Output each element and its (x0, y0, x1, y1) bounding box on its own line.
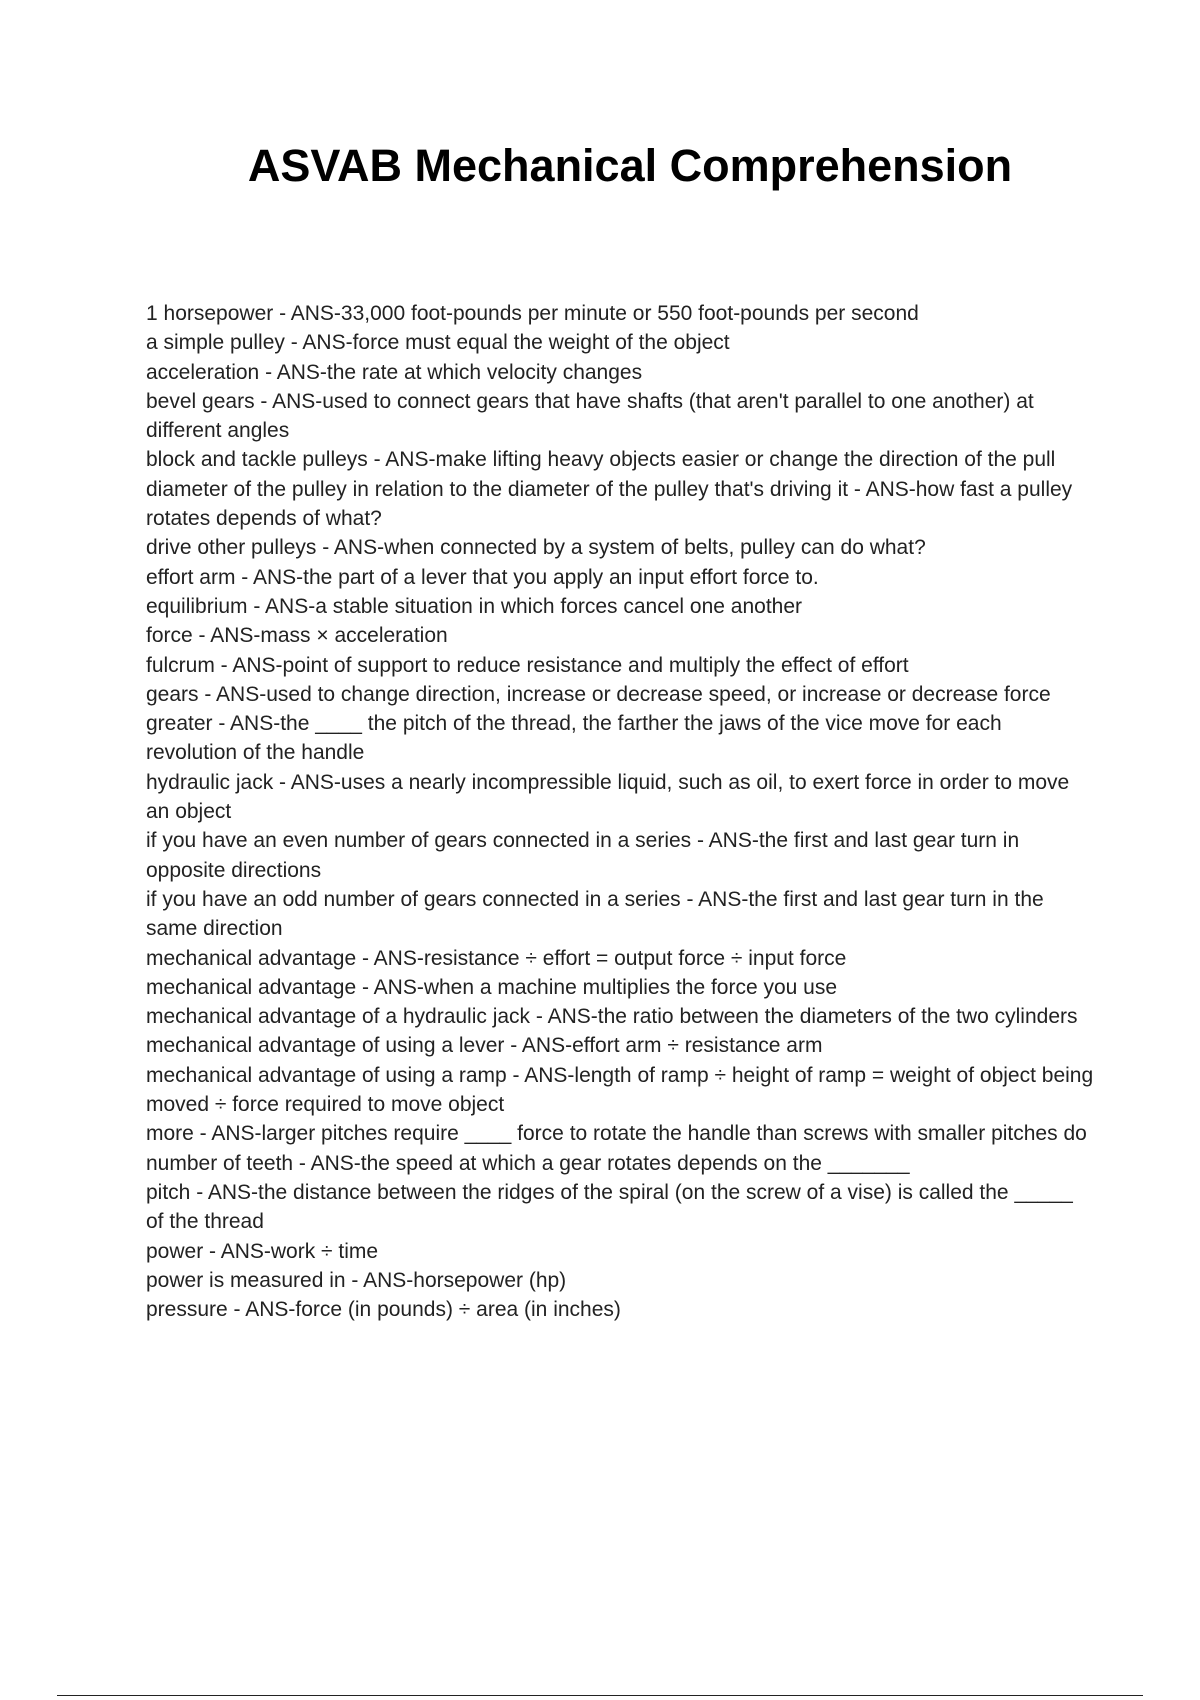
list-item: power is measured in - ANS-horsepower (hp) (146, 1268, 567, 1292)
list-item: number of teeth - ANS-the speed at which a gear rotates depends on the _______ (146, 1151, 910, 1175)
list-item: acceleration - ANS-the rate at which velocity changes (146, 360, 643, 384)
list-item: mechanical advantage of a hydraulic jack - ANS-the ratio between the diameters of the two cylinders (146, 1005, 1078, 1029)
footer-divider (57, 1695, 1143, 1696)
list-item: effort arm - ANS-the part of a lever that you apply an input effort force to. (146, 565, 819, 589)
list-item: mechanical advantage - ANS-when a machine multiplies the force you use (146, 975, 838, 999)
list-item: bevel gears - ANS-used to connect gears that have shafts (that aren't parallel to one another) at different angles (146, 389, 1034, 443)
list-item: mechanical advantage of using a ramp - ANS-length of ramp ÷ height of ramp = weight of object being moved ÷ force required to move object (146, 1063, 1094, 1117)
list-item: drive other pulleys - ANS-when connected by a system of belts, pulley can do what? (146, 536, 926, 560)
list-item: pitch - ANS-the distance between the ridges of the spiral (on the screw of a vise) is called the _____ of the thread (146, 1180, 1073, 1234)
list-item: if you have an odd number of gears connected in a series - ANS-the first and last gear turn in the same direction (146, 887, 1044, 941)
list-item: hydraulic jack - ANS-uses a nearly incompressible liquid, such as oil, to exert force in order to move an object (146, 770, 1070, 824)
list-item: gears - ANS-used to change direction, increase or decrease speed, or increase or decrease force (146, 682, 1051, 706)
list-item: if you have an even number of gears connected in a series - ANS-the first and last gear turn in opposite directions (146, 829, 1020, 882)
list-item: mechanical advantage of using a lever - ANS-effort arm ÷ resistance arm (146, 1034, 823, 1058)
page-title: ASVAB Mechanical Comprehension (247, 140, 1013, 191)
list-item: fulcrum - ANS-point of support to reduce resistance and multiply the effect of effort (146, 653, 909, 677)
list-item: greater - ANS-the ____ the pitch of the thread, the farther the jaws of the vice move for each revolution of the handle (146, 712, 1002, 765)
flashcard-list (146, 299, 1096, 1324)
list-item: equilibrium - ANS-a stable situation in which forces cancel one another (146, 594, 803, 618)
list-item: a simple pulley - ANS-force must equal the weight of the object (146, 331, 730, 355)
list-item: 1 horsepower - ANS-33,000 foot-pounds per minute or 550 foot-pounds per second (146, 302, 919, 325)
list-item: power - ANS-work ÷ time (146, 1239, 379, 1263)
list-item: diameter of the pulley in relation to the diameter of the pulley that's driving it - ANS-how fast a pulley rotates depends of what? (146, 477, 1073, 531)
list-item: pressure - ANS-force (in pounds) ÷ area (in inches) (146, 1298, 621, 1322)
list-item: force - ANS-mass × acceleration (146, 624, 448, 648)
list-item: mechanical advantage - ANS-resistance ÷ effort = output force ÷ input force (146, 946, 847, 970)
list-item: more - ANS-larger pitches require ____ force to rotate the handle than screws with smaller pitches do (146, 1122, 1087, 1146)
list-item: block and tackle pulleys - ANS-make lifting heavy objects easier or change the direction of the pull (146, 448, 1056, 472)
